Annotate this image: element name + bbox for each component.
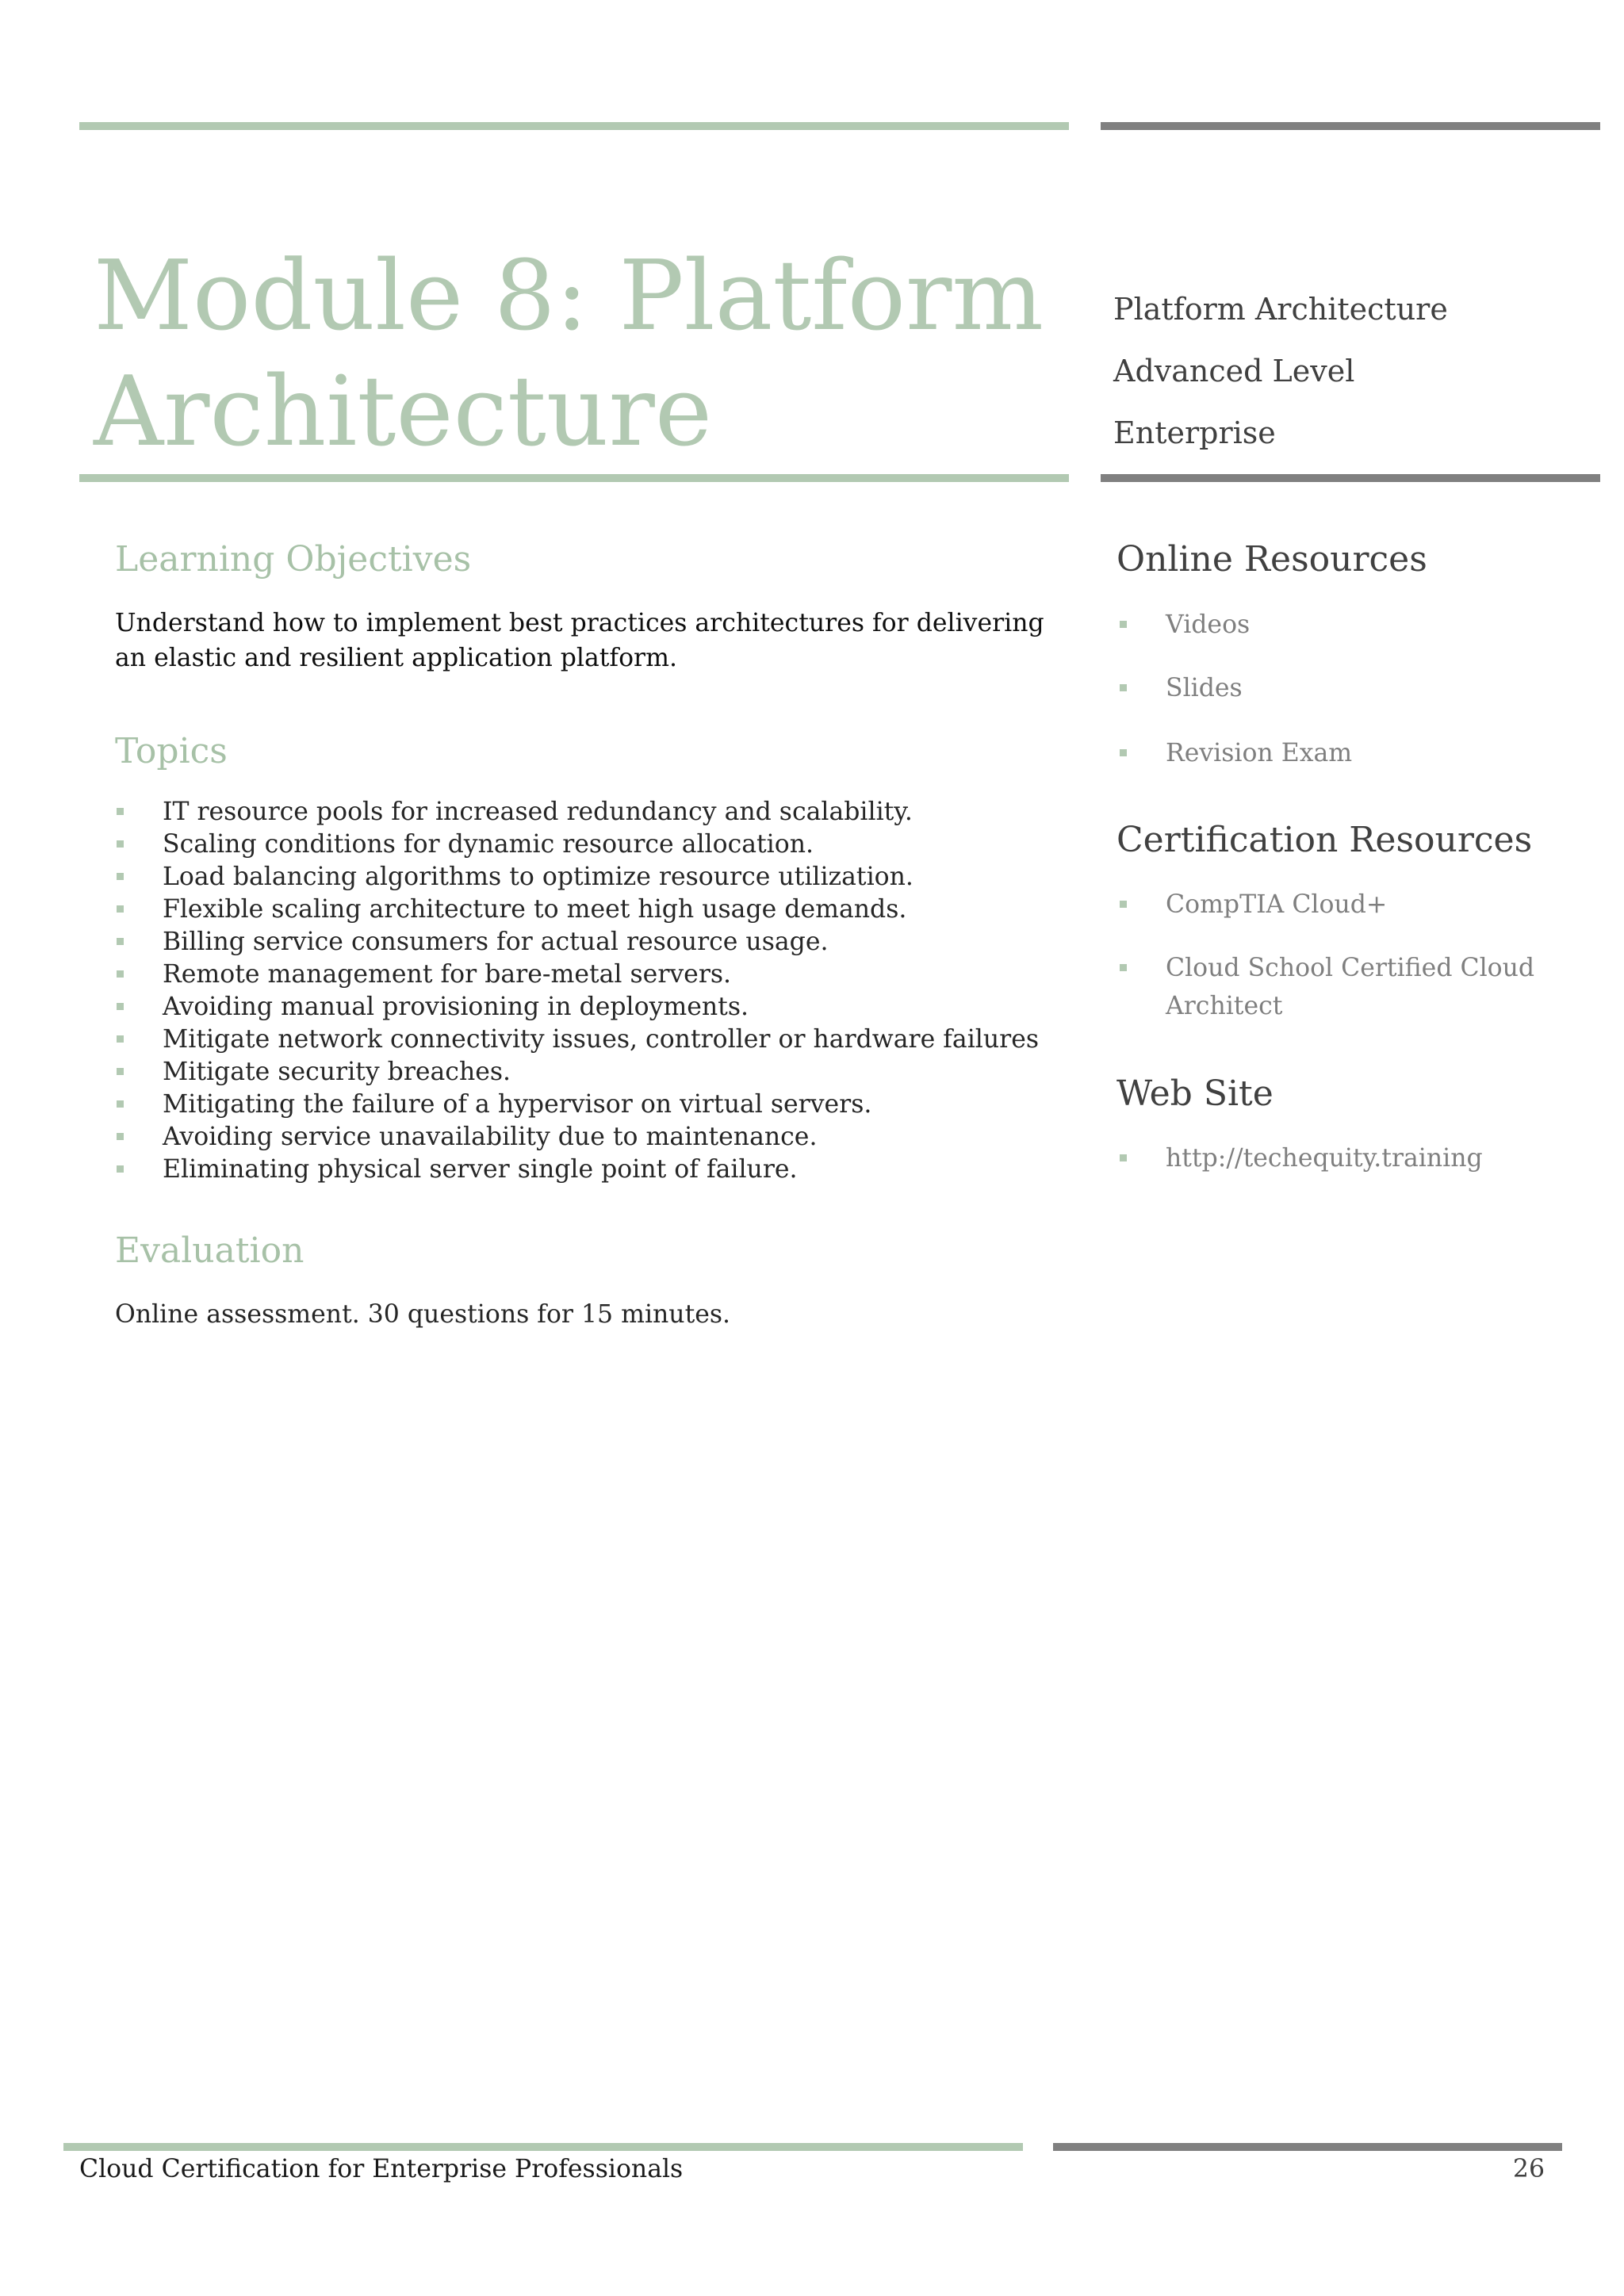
topic-item: Scaling conditions for dynamic resource allocation. [115, 828, 1067, 861]
learning-objectives-heading: Learning Objectives [115, 539, 472, 580]
resource-slides-link[interactable]: Slides [1116, 669, 1576, 707]
topic-item: Remote management for bare-metal servers. [115, 959, 1067, 991]
topics-list [115, 796, 1067, 1186]
bullet-icon [117, 808, 124, 815]
topic-item: Mitigate security breaches. [115, 1056, 1067, 1089]
topic-item: Mitigating the failure of a hypervisor on virtual servers. [115, 1089, 1067, 1121]
page-number: 26 [1512, 2155, 1545, 2183]
bullet-icon [117, 905, 124, 913]
bullet-icon [117, 1035, 124, 1043]
online-resources-list [1116, 606, 1576, 772]
footer-title: Cloud Certification for Enterprise Professionals [79, 2155, 684, 2183]
web-site-list [1116, 1139, 1576, 1177]
learning-objectives-text: Understand how to implement best practices architectures for delivering an elastic and resilient application platform. [115, 609, 1044, 672]
footer-rule-left [63, 2143, 1023, 2151]
meta-audience: Enterprise [1113, 415, 1276, 450]
topic-item: Mitigate network connectivity issues, controller or hardware failures [115, 1024, 1067, 1056]
bullet-icon [117, 938, 124, 945]
top-rule-right [1101, 122, 1600, 130]
bullet-icon [117, 840, 124, 848]
cert-comptia-link[interactable]: CompTIA Cloud+ [1116, 886, 1576, 924]
bullet-icon [1120, 684, 1127, 691]
certification-resources-heading: Certification Resources [1116, 820, 1533, 860]
bullet-icon [117, 970, 124, 978]
online-resources-heading: Online Resources [1116, 539, 1427, 580]
topics-heading: Topics [115, 731, 228, 771]
topic-item: Load balancing algorithms to optimize resource utilization. [115, 861, 1067, 894]
bullet-icon [117, 1133, 124, 1140]
topic-item: IT resource pools for increased redundancy and scalability. [115, 796, 1067, 828]
bullet-icon [1120, 621, 1127, 628]
bullet-icon [117, 873, 124, 880]
page-title: Module 8: Platform Architecture [94, 239, 1044, 468]
resource-videos-link[interactable]: Videos [1116, 606, 1576, 644]
bullet-icon [117, 1100, 124, 1108]
title-rule-right [1101, 474, 1600, 482]
topic-item: Eliminating physical server single point of failure. [115, 1154, 1067, 1186]
meta-level: Advanced Level [1113, 354, 1355, 388]
resource-revision-exam-link[interactable]: Revision Exam [1116, 734, 1576, 772]
evaluation-text: Online assessment. 30 questions for 15 minutes. [115, 1300, 731, 1329]
bullet-icon [1120, 964, 1127, 971]
web-site-link[interactable]: http://techequity.training [1116, 1139, 1576, 1177]
topic-item: Avoiding manual provisioning in deployments. [115, 991, 1067, 1024]
bullet-icon [1120, 1154, 1127, 1161]
certification-resources-list [1116, 886, 1576, 1025]
footer-rule-right [1053, 2143, 1562, 2151]
web-site-heading: Web Site [1116, 1073, 1274, 1114]
cert-cloud-school-link[interactable]: Cloud School Certified Cloud Architect [1116, 949, 1576, 1025]
bullet-icon [1120, 749, 1127, 756]
bullet-icon [117, 1165, 124, 1173]
bullet-icon [117, 1003, 124, 1010]
evaluation-heading: Evaluation [115, 1230, 304, 1271]
bullet-icon [117, 1068, 124, 1075]
topic-item: Billing service consumers for actual resource usage. [115, 926, 1067, 959]
meta-topic: Platform Architecture [1113, 292, 1448, 327]
top-rule-left [79, 122, 1069, 130]
title-rule-left [79, 474, 1069, 482]
topic-item: Flexible scaling architecture to meet high usage demands. [115, 894, 1067, 926]
bullet-icon [1120, 901, 1127, 908]
topic-item: Avoiding service unavailability due to maintenance. [115, 1121, 1067, 1154]
